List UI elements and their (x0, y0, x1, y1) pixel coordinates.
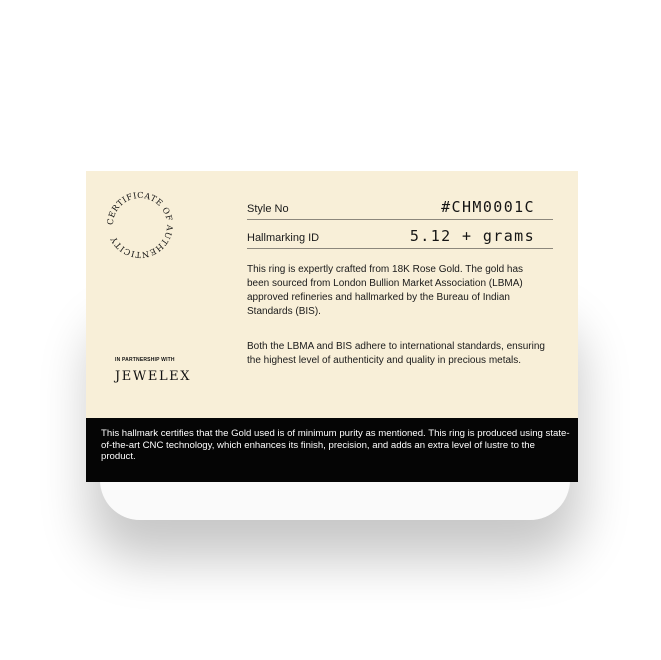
seal-text: CERTIFICATE OF AUTHENTICITY (104, 189, 176, 261)
footer-band (86, 418, 578, 482)
jewelex-logo: JEWELEX (115, 369, 192, 384)
certificate-card (86, 171, 578, 482)
partnership-caption: IN PARTNERSHIP WITH (115, 357, 175, 363)
hallmarking-row (247, 224, 553, 249)
style-number-label: Style No (247, 203, 289, 215)
hallmarking-value: 5.12 + grams (409, 227, 535, 245)
style-number-row (247, 195, 553, 220)
authenticity-seal (104, 189, 176, 261)
hallmarking-label: Hallmarking ID (247, 232, 320, 244)
seal-graphic (104, 189, 176, 261)
svg-text:CERTIFICATE OF AUTHENTICITY (105, 190, 175, 260)
style-number-value: #CHM0001C (441, 198, 535, 216)
description-paragraph-1: This ring is expertly crafted from 18K Rose Gold. The gold has been sourced from London Bullion Market Association (LBMA) approved refineries and hallmarked by the Bureau of Indian Standards (BIS). (247, 264, 524, 317)
footer-text: This hallmark certifies that the Gold used is of minimum purity as mentioned. This ring is produced using state-of-the-art CNC technology, which enhances its finish, precision, and adds an extra level of lustre to the product. (101, 428, 570, 462)
description-paragraph-2: Both the LBMA and BIS adhere to international standards, ensuring the highest level of authenticity and quality in precious metals. (247, 341, 545, 366)
